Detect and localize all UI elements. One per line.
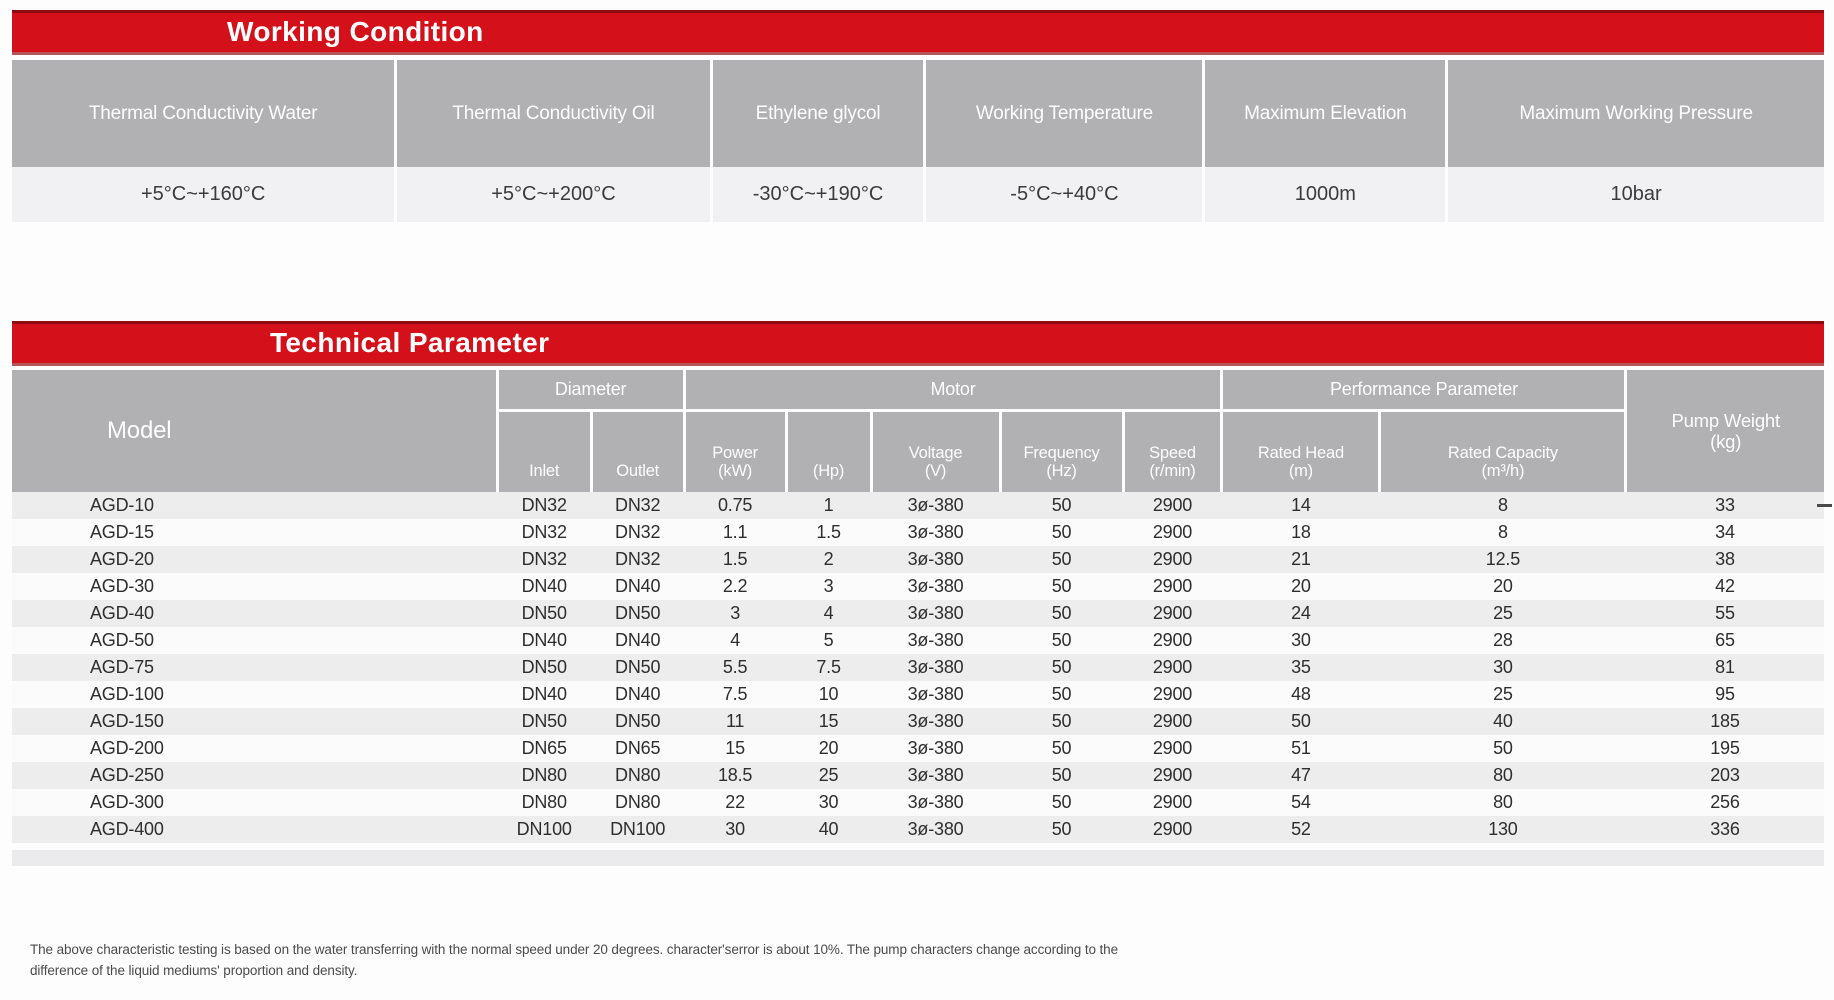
cell: 50 [1051,576,1072,596]
model-cell: AGD-40 [90,603,154,623]
cell: 1.1 [722,522,748,542]
cell: 28 [1493,630,1513,650]
tp-group-motor: Motor [684,370,1222,410]
cell: 7.5 [816,657,841,677]
subheader-label: Inlet [529,462,560,480]
cell: DN32 [521,522,567,542]
cell: 8 [1498,495,1508,515]
cell: DN40 [521,630,567,650]
cell: 15 [725,738,745,758]
cell: 4 [823,603,834,623]
table-row [12,627,1824,654]
cell: 30 [725,819,745,839]
cell: 336 [1710,819,1740,839]
cell: 3ø-380 [907,738,964,758]
subheader-label: Frequency [1023,444,1100,462]
tp-subheader-hp [786,410,871,492]
tp-body [12,492,1824,843]
cell: 18.5 [717,765,753,785]
subheader-unit: (m) [1288,462,1313,480]
cell: 3ø-380 [907,657,964,677]
cell: 50 [1051,549,1072,569]
cell: 185 [1710,711,1740,731]
table-row [12,816,1824,843]
cell: 50 [1051,630,1072,650]
cell: 3ø-380 [907,711,964,731]
cell: 30 [818,792,839,812]
cell: 47 [1291,765,1311,785]
cell: DN32 [615,549,661,569]
cell: 20 [818,738,839,758]
cell: DN40 [521,684,567,704]
table-row [12,708,1824,735]
cell: 52 [1291,819,1311,839]
cell: 2900 [1152,576,1193,596]
cell: 80 [1493,765,1513,785]
cell: 2900 [1152,738,1193,758]
cell: 50 [1051,495,1072,515]
wc-header-thermal-water: Thermal Conductivity Water [88,102,318,124]
cell: 48 [1291,684,1311,704]
cell: DN65 [521,738,567,758]
cell: DN50 [615,657,661,677]
model-cell: AGD-100 [90,684,164,704]
tp-subheader-power [684,410,786,492]
footnote-line-1: The above characteristic testing is based on the water transferring with the normal speed under 20 degrees. character'serror is about 10%. The pump characters change according to the [30,942,1118,957]
subheader-unit: (m³/h) [1481,462,1525,480]
table-row [12,654,1824,681]
cell: 3ø-380 [907,603,964,623]
wc-value-ethylene-glycol: -30°C~+190°C [710,167,924,222]
cell: 2900 [1152,684,1193,704]
cell: 38 [1715,549,1735,569]
cell: 256 [1710,792,1740,812]
cell: 34 [1715,522,1735,542]
subheader-label: (Hp) [812,462,845,480]
cell: 2900 [1152,819,1193,839]
cell: DN40 [615,576,661,596]
wc-value-working-temperature: -5°C~+40°C [923,167,1202,222]
cell: 3ø-380 [907,576,964,596]
model-cell: AGD-200 [90,738,164,758]
cell: 3ø-380 [907,495,964,515]
cell: 55 [1715,603,1735,623]
cell: 5.5 [722,657,748,677]
cell: DN50 [521,603,567,623]
cell: 3ø-380 [907,765,964,785]
tp-subheader-frequency [1000,410,1123,492]
tp-group-performance-parameter: Performance Parameter [1222,370,1626,410]
wc-title: Working Condition [227,16,484,47]
cell: 0.75 [717,495,753,515]
cell: 130 [1488,819,1518,839]
wc-value-maximum-working-pressure: 10bar [1445,167,1824,222]
cell: 33 [1715,495,1735,515]
cell: 1.5 [722,549,748,569]
cell: 81 [1715,657,1735,677]
cell: 10 [818,684,839,704]
cell: DN32 [615,522,661,542]
cell: 42 [1715,576,1735,596]
tp-title-bar [12,321,1824,366]
cell: 3ø-380 [907,549,964,569]
model-cell: AGD-75 [90,657,154,677]
cell: DN32 [615,495,661,515]
subheader-label: Power [712,444,758,462]
cell: 2900 [1152,792,1193,812]
tp-header-pump-weight [1626,370,1824,492]
cell: DN100 [516,819,572,839]
cell: 2.2 [722,576,748,596]
cell: 2900 [1152,549,1193,569]
tp-grid [12,370,1824,843]
tp-group-header-row [12,370,1824,410]
tp-subheader-rated-head [1222,410,1380,492]
cell: DN40 [615,630,661,650]
cell: 2900 [1152,522,1193,542]
cell: DN50 [615,711,661,731]
table-row [12,573,1824,600]
tp-title: Technical Parameter [270,327,550,358]
cell: 21 [1291,549,1311,569]
model-cell: AGD-20 [90,549,154,569]
footnote-line-2: difference of the liquid mediums' proportion and density. [30,962,358,978]
cell: 22 [725,792,745,812]
table-row [12,762,1824,789]
cell: DN80 [615,792,661,812]
cell: 50 [1051,657,1072,677]
table-row [12,519,1824,546]
stray-mark [1817,504,1832,507]
cell: DN40 [615,684,661,704]
cell: 50 [1051,792,1072,812]
cell: 50 [1051,711,1072,731]
wc-value-maximum-elevation: 1000m [1202,167,1445,222]
wc-header-row [12,60,1824,167]
wc-header-ethylene-glycol: Ethylene glycol [710,60,924,167]
bottom-strip [12,850,1824,866]
cell: 50 [1051,819,1072,839]
working-condition-table [12,10,1824,222]
table-row [12,492,1824,519]
subheader-unit: (V) [924,462,947,480]
tp-subheader-outlet [591,410,684,492]
cell: 25 [1493,603,1513,623]
subheader-label: Rated Head [1257,444,1344,462]
tp-subheader-speed [1123,410,1222,492]
table-row [12,546,1824,573]
cell: 2900 [1152,630,1193,650]
cell: 24 [1291,603,1311,623]
cell: 1 [823,495,834,515]
cell: 30 [1493,657,1513,677]
cell: DN50 [521,657,567,677]
model-cell: AGD-300 [90,792,164,812]
cell: DN32 [521,495,567,515]
cell: 5 [823,630,834,650]
tp-subheader-voltage [871,410,1000,492]
tp-subheader-inlet [497,410,591,492]
table-row [12,600,1824,627]
model-cell: AGD-15 [90,522,154,542]
cell: 50 [1051,603,1072,623]
cell: 25 [1493,684,1513,704]
cell: 40 [1493,711,1513,731]
wc-value-thermal-oil: +5°C~+200°C [394,167,709,222]
cell: 50 [1051,522,1072,542]
cell: 40 [818,819,839,839]
model-cell: AGD-400 [90,819,164,839]
cell: DN100 [610,819,666,839]
wc-value-thermal-water: +5°C~+160°C [140,183,266,205]
cell: 50 [1051,765,1072,785]
cell: 195 [1710,738,1740,758]
model-cell: AGD-50 [90,630,154,650]
cell: 3 [823,576,834,596]
cell: 15 [818,711,839,731]
cell: 50 [1051,684,1072,704]
model-cell: AGD-250 [90,765,164,785]
tp-subheader-rated-capacity [1380,410,1626,492]
cell: 4 [730,630,740,650]
cell: 3 [730,603,740,623]
tp-header-pump-weight-unit: (kg) [1710,431,1742,452]
table-row [12,681,1824,708]
model-cell: AGD-30 [90,576,154,596]
cell: 50 [1493,738,1513,758]
cell: 50 [1291,711,1311,731]
subheader-unit: (Hz) [1046,462,1077,480]
cell: 3ø-380 [907,792,964,812]
cell: 1.5 [816,522,841,542]
cell: 2900 [1152,711,1193,731]
wc-title-bar [12,10,1824,55]
cell: DN50 [521,711,567,731]
cell: 20 [1291,576,1311,596]
wc-header-maximum-working-pressure: Maximum Working Pressure [1445,60,1824,167]
cell: 20 [1493,576,1513,596]
cell: DN80 [521,765,567,785]
cell: 18 [1291,522,1311,542]
table-row [12,789,1824,816]
cell: 50 [1051,738,1072,758]
cell: 2900 [1152,765,1193,785]
wc-header-working-temperature: Working Temperature [923,60,1202,167]
cell: 25 [818,765,839,785]
cell: 54 [1291,792,1311,812]
cell: 35 [1291,657,1311,677]
footnote [30,940,1834,982]
wc-header-thermal-oil: Thermal Conductivity Oil [394,60,709,167]
subheader-label: Rated Capacity [1447,444,1558,462]
cell: 95 [1715,684,1735,704]
wc-value-row [12,167,1824,222]
subheader-unit: (r/min) [1149,462,1196,480]
cell: DN65 [615,738,661,758]
cell: DN40 [521,576,567,596]
cell: 3ø-380 [907,819,964,839]
cell: 65 [1715,630,1735,650]
model-cell: AGD-150 [90,711,164,731]
tp-header-pump-weight-label: Pump Weight [1671,410,1780,431]
cell: 14 [1291,495,1311,515]
cell: 3ø-380 [907,630,964,650]
cell: DN50 [615,603,661,623]
tp-group-diameter: Diameter [497,370,684,410]
subheader-label: Speed [1149,444,1196,462]
subheader-unit: (kW) [718,462,753,480]
cell: 51 [1291,738,1311,758]
cell: DN80 [615,765,661,785]
cell: 30 [1291,630,1311,650]
cell: 3ø-380 [907,684,964,704]
cell: 12.5 [1485,549,1521,569]
cell: DN80 [521,792,567,812]
cell: 3ø-380 [907,522,964,542]
tp-header-model: Model [12,370,497,492]
cell: DN32 [521,549,567,569]
subheader-label: Outlet [616,462,660,480]
cell: 203 [1710,765,1740,785]
cell: 2900 [1152,603,1193,623]
cell: 80 [1493,792,1513,812]
wc-header-maximum-elevation: Maximum Elevation [1202,60,1445,167]
table-row [12,735,1824,762]
cell: 8 [1498,522,1508,542]
cell: 11 [725,711,745,731]
cell: 2900 [1152,657,1193,677]
cell: 2900 [1152,495,1193,515]
cell: 7.5 [722,684,748,704]
cell: 2 [823,549,834,569]
subheader-label: Voltage [908,444,963,462]
technical-parameter-table [12,321,1824,843]
model-cell: AGD-10 [90,495,154,515]
